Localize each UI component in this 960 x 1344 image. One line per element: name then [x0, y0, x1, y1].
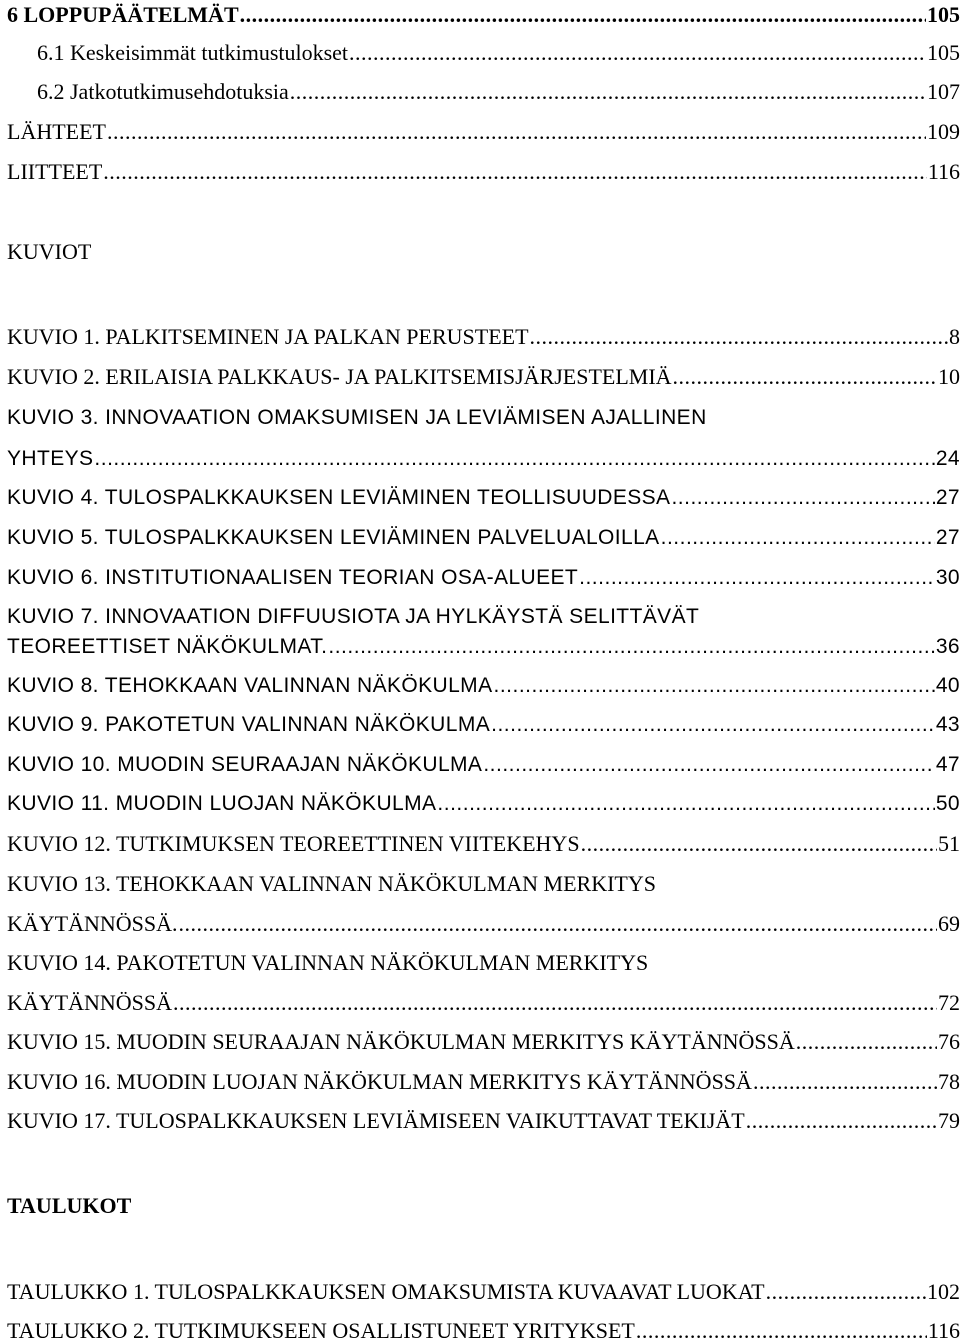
dot-leader [94, 446, 934, 472]
figure-entry-page: 10 [938, 364, 960, 389]
figure-entry-title: KUVIO 17. TULOSPALKKAUKSEN LEVIÄMISEEN VAIKUTTAVAT TEKIJÄT [7, 1108, 745, 1133]
table-entry-title: TAULUKKO 2. TUTKIMUKSEEN OSALLISTUNEET YRITYKSET [7, 1318, 635, 1343]
dot-leader [753, 1069, 937, 1095]
figure-list-entry-line1[interactable] [7, 950, 960, 976]
dot-leader [673, 364, 937, 390]
figure-entry-page: 43 [935, 713, 960, 736]
figure-list-entry[interactable] [7, 324, 960, 350]
figure-list-entry[interactable] [7, 1108, 960, 1134]
figure-entry-title: KUVIO 13. TEHOKKAAN VALINNAN NÄKÖKULMAN MERKITYS [7, 871, 656, 896]
figure-entry-title-cont: KÄYTÄNNÖSSÄ. [7, 911, 178, 936]
figure-list-entry[interactable] [7, 565, 960, 591]
toc-entry-6-1[interactable] [37, 40, 960, 66]
figure-entry-page: 36 [935, 635, 960, 658]
figure-entry-title: KUVIO 16. MUODIN LUOJAN NÄKÖKULMAN MERKITYS KÄYTÄNNÖSSÄ [7, 1069, 752, 1094]
dot-leader [483, 752, 934, 778]
figure-list-entry[interactable] [7, 673, 960, 699]
figure-entry-page: 24 [935, 447, 960, 470]
figure-entry-title-cont: TEOREETTISET NÄKÖKULMAT. [7, 635, 328, 658]
figure-entry-title: KUVIO 10. MUODIN SEURAAJAN NÄKÖKULMA [7, 753, 483, 776]
toc-entry-page: 107 [927, 79, 960, 104]
dot-leader [290, 79, 926, 105]
figure-entry-title: KUVIO 4. TULOSPALKKAUKSEN LEVIÄMINEN TEOLLISUUDESSA [7, 486, 671, 509]
table-list-entry[interactable] [7, 1318, 960, 1344]
figure-entry-page: 51 [938, 831, 960, 856]
toc-entry-title: 6 LOPPUPÄÄTELMÄT [7, 2, 239, 27]
figure-list-entry[interactable] [7, 1069, 960, 1095]
figure-entry-page: 78 [938, 1069, 960, 1094]
toc-entry-loppupaatelmat[interactable] [7, 2, 960, 28]
figure-entry-page: 79 [938, 1108, 960, 1133]
dot-leader [581, 831, 937, 857]
table-entry-title: TAULUKKO 1. TULOSPALKKAUKSEN OMAKSUMISTA KUVAAVAT LUOKAT [7, 1279, 765, 1304]
table-entry-page: 116 [927, 1318, 960, 1343]
toc-entry-title: 6.1 Keskeisimmät tutkimustulokset [37, 40, 349, 65]
dot-leader [491, 712, 935, 738]
figure-list-entry[interactable] [7, 712, 960, 738]
figure-list-entry-line1[interactable] [7, 871, 960, 897]
dot-leader [107, 119, 926, 145]
figure-entry-title: KUVIO 11. MUODIN LUOJAN NÄKÖKULMA [7, 792, 437, 815]
dot-leader [240, 2, 926, 28]
toc-entry-page: 105 [927, 2, 960, 27]
figure-list-entry[interactable] [7, 485, 960, 511]
figure-list-entry-line1[interactable] [7, 405, 960, 431]
figure-entry-title: KUVIO 3. INNOVAATION OMAKSUMISEN JA LEVIÄMISEN AJALLINEN [7, 406, 707, 429]
dot-leader [103, 159, 927, 185]
dot-leader [437, 791, 934, 817]
toc-entry-title: LIITTEET [7, 159, 103, 184]
figure-list-entry[interactable] [7, 752, 960, 778]
figure-list-entry-line2[interactable] [7, 911, 960, 937]
table-list-entry[interactable] [7, 1279, 960, 1305]
dot-leader [671, 485, 934, 511]
dot-leader [349, 40, 926, 66]
table-entry-page: 102 [927, 1279, 960, 1304]
figure-entry-page: 69 [938, 911, 960, 936]
dot-leader [636, 1318, 927, 1344]
figure-entry-title: KUVIO 15. MUODIN SEURAAJAN NÄKÖKULMAN MERKITYS KÄYTÄNNÖSSÄ [7, 1029, 795, 1054]
figure-entry-title-cont: YHTEYS [7, 447, 94, 470]
section-heading-kuviot: KUVIOT [7, 239, 92, 264]
figure-entry-page: 8 [949, 324, 960, 349]
dot-leader [579, 565, 935, 591]
toc-entry-title: LÄHTEET [7, 119, 106, 144]
toc-entry-liitteet[interactable] [7, 159, 960, 185]
toc-entry-page: 109 [927, 119, 960, 144]
figure-entry-title: KUVIO 6. INSTITUTIONAALISEN TEORIAN OSA-ALUEET [7, 566, 579, 589]
figure-entry-title: KUVIO 2. ERILAISIA PALKKAUS- JA PALKITSEMISJÄRJESTELMIÄ [7, 364, 672, 389]
dot-leader [328, 634, 934, 660]
figure-entry-title: KUVIO 5. TULOSPALKKAUKSEN LEVIÄMINEN PALVELUALOILLA [7, 526, 660, 549]
dot-leader [796, 1029, 937, 1055]
section-heading-taulukot: TAULUKOT [7, 1193, 132, 1218]
figure-entry-page: 50 [935, 792, 960, 815]
figure-list-entry[interactable] [7, 1029, 960, 1055]
figure-list-entry[interactable] [7, 831, 960, 857]
figure-entry-page: 27 [935, 486, 960, 509]
figure-list-entry-line1[interactable] [7, 604, 960, 630]
figure-entry-title: KUVIO 8. TEHOKKAAN VALINNAN NÄKÖKULMA [7, 674, 493, 697]
figure-entry-page: 72 [938, 990, 960, 1015]
figure-entry-page: 30 [935, 566, 960, 589]
figure-list-entry[interactable] [7, 791, 960, 817]
toc-entry-page: 116 [927, 159, 960, 184]
figure-list-entry-line2[interactable] [7, 634, 960, 660]
figure-list-entry[interactable] [7, 525, 960, 551]
figure-entry-title: KUVIO 9. PAKOTETUN VALINNAN NÄKÖKULMA [7, 713, 491, 736]
dot-leader [530, 324, 948, 350]
toc-entry-6-2[interactable] [37, 79, 960, 105]
figure-entry-page: 27 [935, 526, 960, 549]
toc-entry-page: 105 [927, 40, 960, 65]
figure-entry-title: KUVIO 7. INNOVAATION DIFFUUSIOTA JA HYLKÄYSTÄ SELITTÄVÄT [7, 605, 700, 628]
dot-leader [661, 525, 935, 551]
toc-entry-lahteet[interactable] [7, 119, 960, 145]
figure-entry-page: 76 [938, 1029, 960, 1054]
dot-leader [766, 1279, 926, 1305]
dot-leader [494, 673, 935, 699]
figure-list-entry-line2[interactable] [7, 990, 960, 1016]
figure-entry-page: 47 [935, 753, 960, 776]
figure-entry-title: KUVIO 12. TUTKIMUKSEN TEOREETTINEN VIITEKEHYS [7, 831, 580, 856]
figure-entry-title: KUVIO 1. PALKITSEMINEN JA PALKAN PERUSTEET [7, 324, 529, 349]
figure-list-entry[interactable] [7, 364, 960, 390]
toc-entry-title: 6.2 Jatkotutkimusehdotuksia [37, 79, 289, 104]
dot-leader [746, 1108, 937, 1134]
figure-entry-title-cont: KÄYTÄNNÖSSÄ [7, 990, 173, 1015]
figure-entry-page: 40 [935, 674, 960, 697]
dot-leader [179, 911, 937, 937]
dot-leader [173, 990, 937, 1016]
figure-list-entry-line2[interactable] [7, 446, 960, 472]
figure-entry-title: KUVIO 14. PAKOTETUN VALINNAN NÄKÖKULMAN MERKITYS [7, 950, 649, 975]
